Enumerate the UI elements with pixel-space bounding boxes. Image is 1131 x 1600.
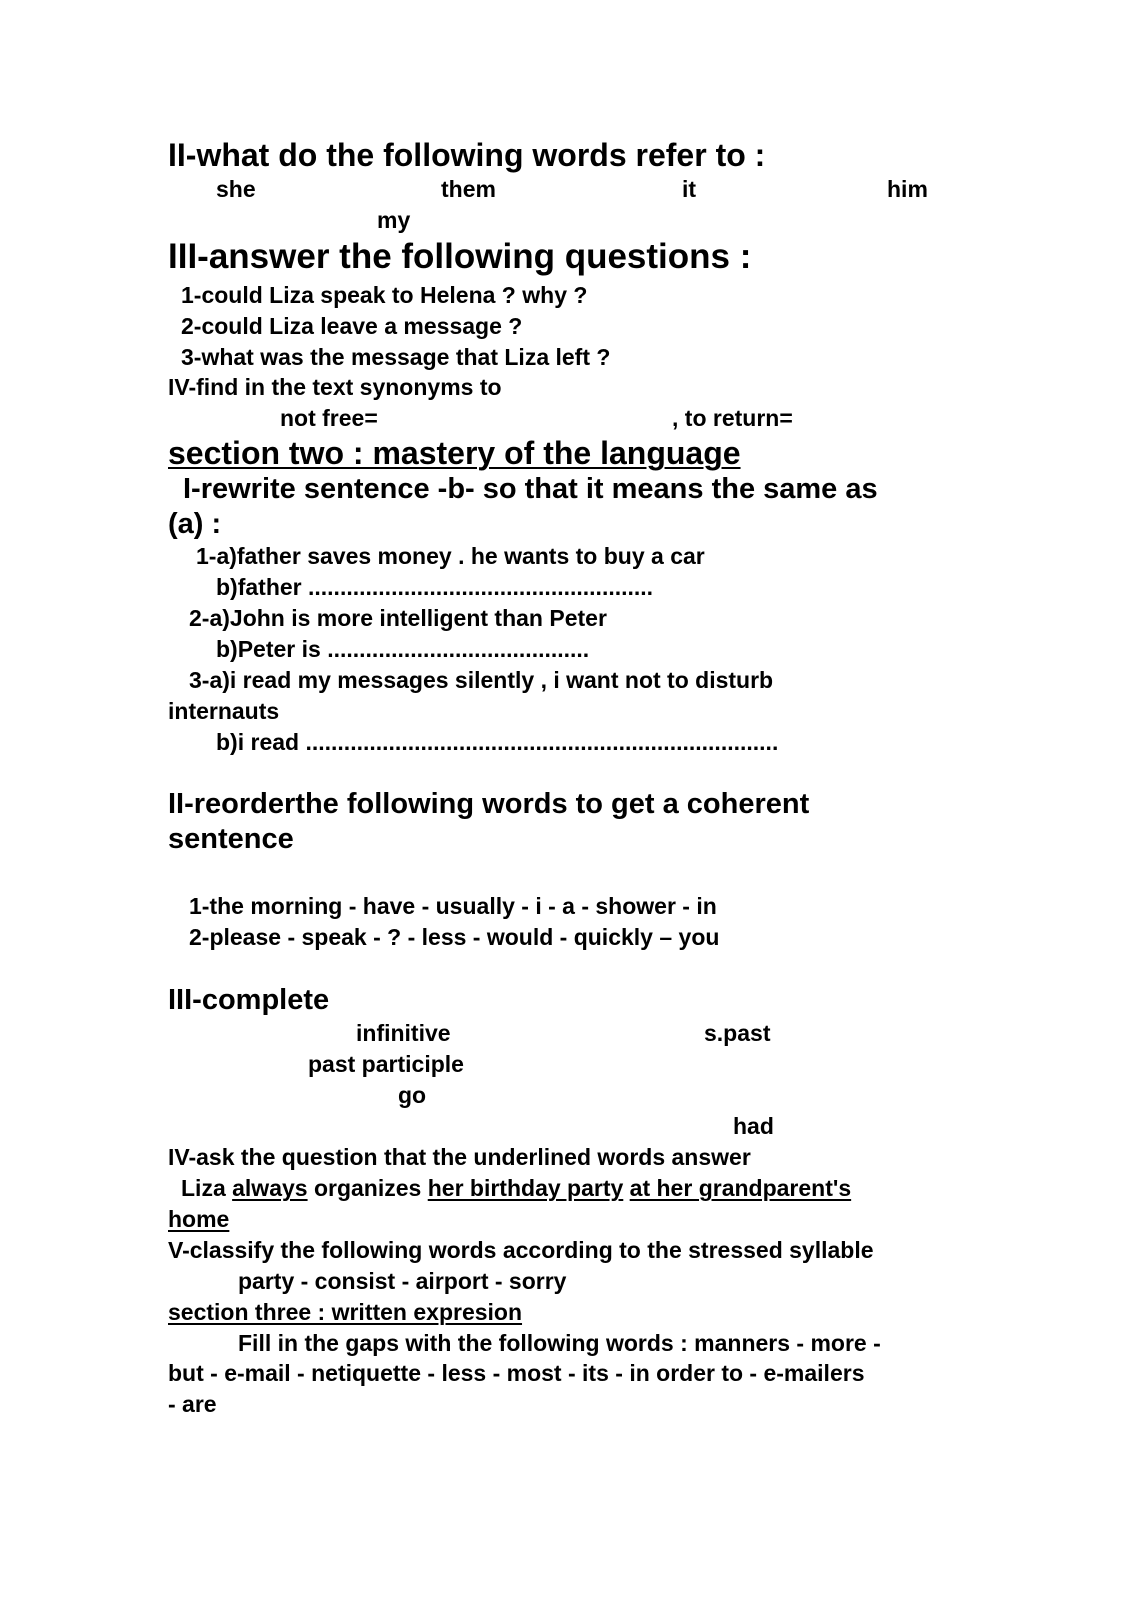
fill-gaps-line-3: - are <box>168 1391 217 1417</box>
word-them: them <box>441 176 496 202</box>
ask-heading: IV-ask the question that the underlined words answer <box>168 1144 751 1170</box>
ask-text-2: organizes <box>307 1175 428 1201</box>
cell-go: go <box>398 1082 427 1108</box>
synonym-not-free: not free= <box>280 405 378 431</box>
fill-gaps-line-2: but - e-mail - netiquette - less - most - its - in order to - e-mailers <box>168 1360 865 1386</box>
rewrite-heading-cont: (a) : <box>168 508 222 540</box>
ask-underline-place: at her grandparent's <box>629 1175 852 1201</box>
col-simple-past: s.past <box>704 1020 771 1046</box>
word-him: him <box>887 176 928 202</box>
word-it: it <box>682 176 697 202</box>
classify-words: party - consist - airport - sorry <box>238 1268 567 1294</box>
synonym-to-return: , to return= <box>672 405 793 431</box>
section-three-title: section three : written expresion <box>168 1299 523 1325</box>
reorder-item-1: 1-the morning - have - usually - i - a - shower - in <box>189 893 717 919</box>
section-two-title: section two : mastery of the language <box>168 435 741 471</box>
question-2: 2-could Liza leave a message ? <box>181 313 523 339</box>
col-infinitive: infinitive <box>356 1020 451 1046</box>
rewrite-1b: b)father ...................................................... <box>216 574 654 600</box>
ask-underline-party: her birthday party <box>427 1175 624 1201</box>
referents-heading: II-what do the following words refer to : <box>168 137 766 173</box>
col-past-participle: past participle <box>308 1051 464 1077</box>
ask-underline-always: always <box>232 1175 308 1201</box>
question-3: 3-what was the message that Liza left ? <box>181 344 611 370</box>
cell-had: had <box>733 1113 774 1139</box>
word-she: she <box>216 176 256 202</box>
classify-heading: V-classify the following words according to the stressed syllable <box>168 1237 874 1263</box>
question-1: 1-could Liza speak to Helena ? why ? <box>181 282 588 308</box>
ask-text-1: Liza <box>181 1175 233 1201</box>
reorder-heading: II-reorderthe following words to get a coherent <box>168 788 810 820</box>
questions-heading: III-answer the following questions : <box>168 237 752 276</box>
synonyms-heading: IV-find in the text synonyms to <box>168 374 502 400</box>
rewrite-2a: 2-a)John is more intelligent than Peter <box>189 605 607 631</box>
ask-underline-home: home <box>168 1206 230 1232</box>
complete-heading: III-complete <box>168 984 330 1016</box>
reorder-heading-cont: sentence <box>168 823 294 855</box>
fill-gaps-line-1: Fill in the gaps with the following words : manners - more - <box>238 1330 881 1356</box>
rewrite-3a: 3-a)i read my messages silently , i want not to disturb <box>189 667 774 693</box>
rewrite-heading: I-rewrite sentence -b- so that it means the same as <box>183 473 878 505</box>
reorder-item-2: 2-please - speak - ? - less - would - quickly – you <box>189 924 720 950</box>
word-my: my <box>377 207 411 233</box>
rewrite-2b: b)Peter is ......................................... <box>216 636 590 662</box>
rewrite-3b: b)i read .......................................................................... <box>216 729 779 755</box>
ask-sentence <box>181 1177 851 1200</box>
rewrite-1a: 1-a)father saves money . he wants to buy a car <box>196 543 705 569</box>
rewrite-3a-cont: internauts <box>168 698 280 724</box>
